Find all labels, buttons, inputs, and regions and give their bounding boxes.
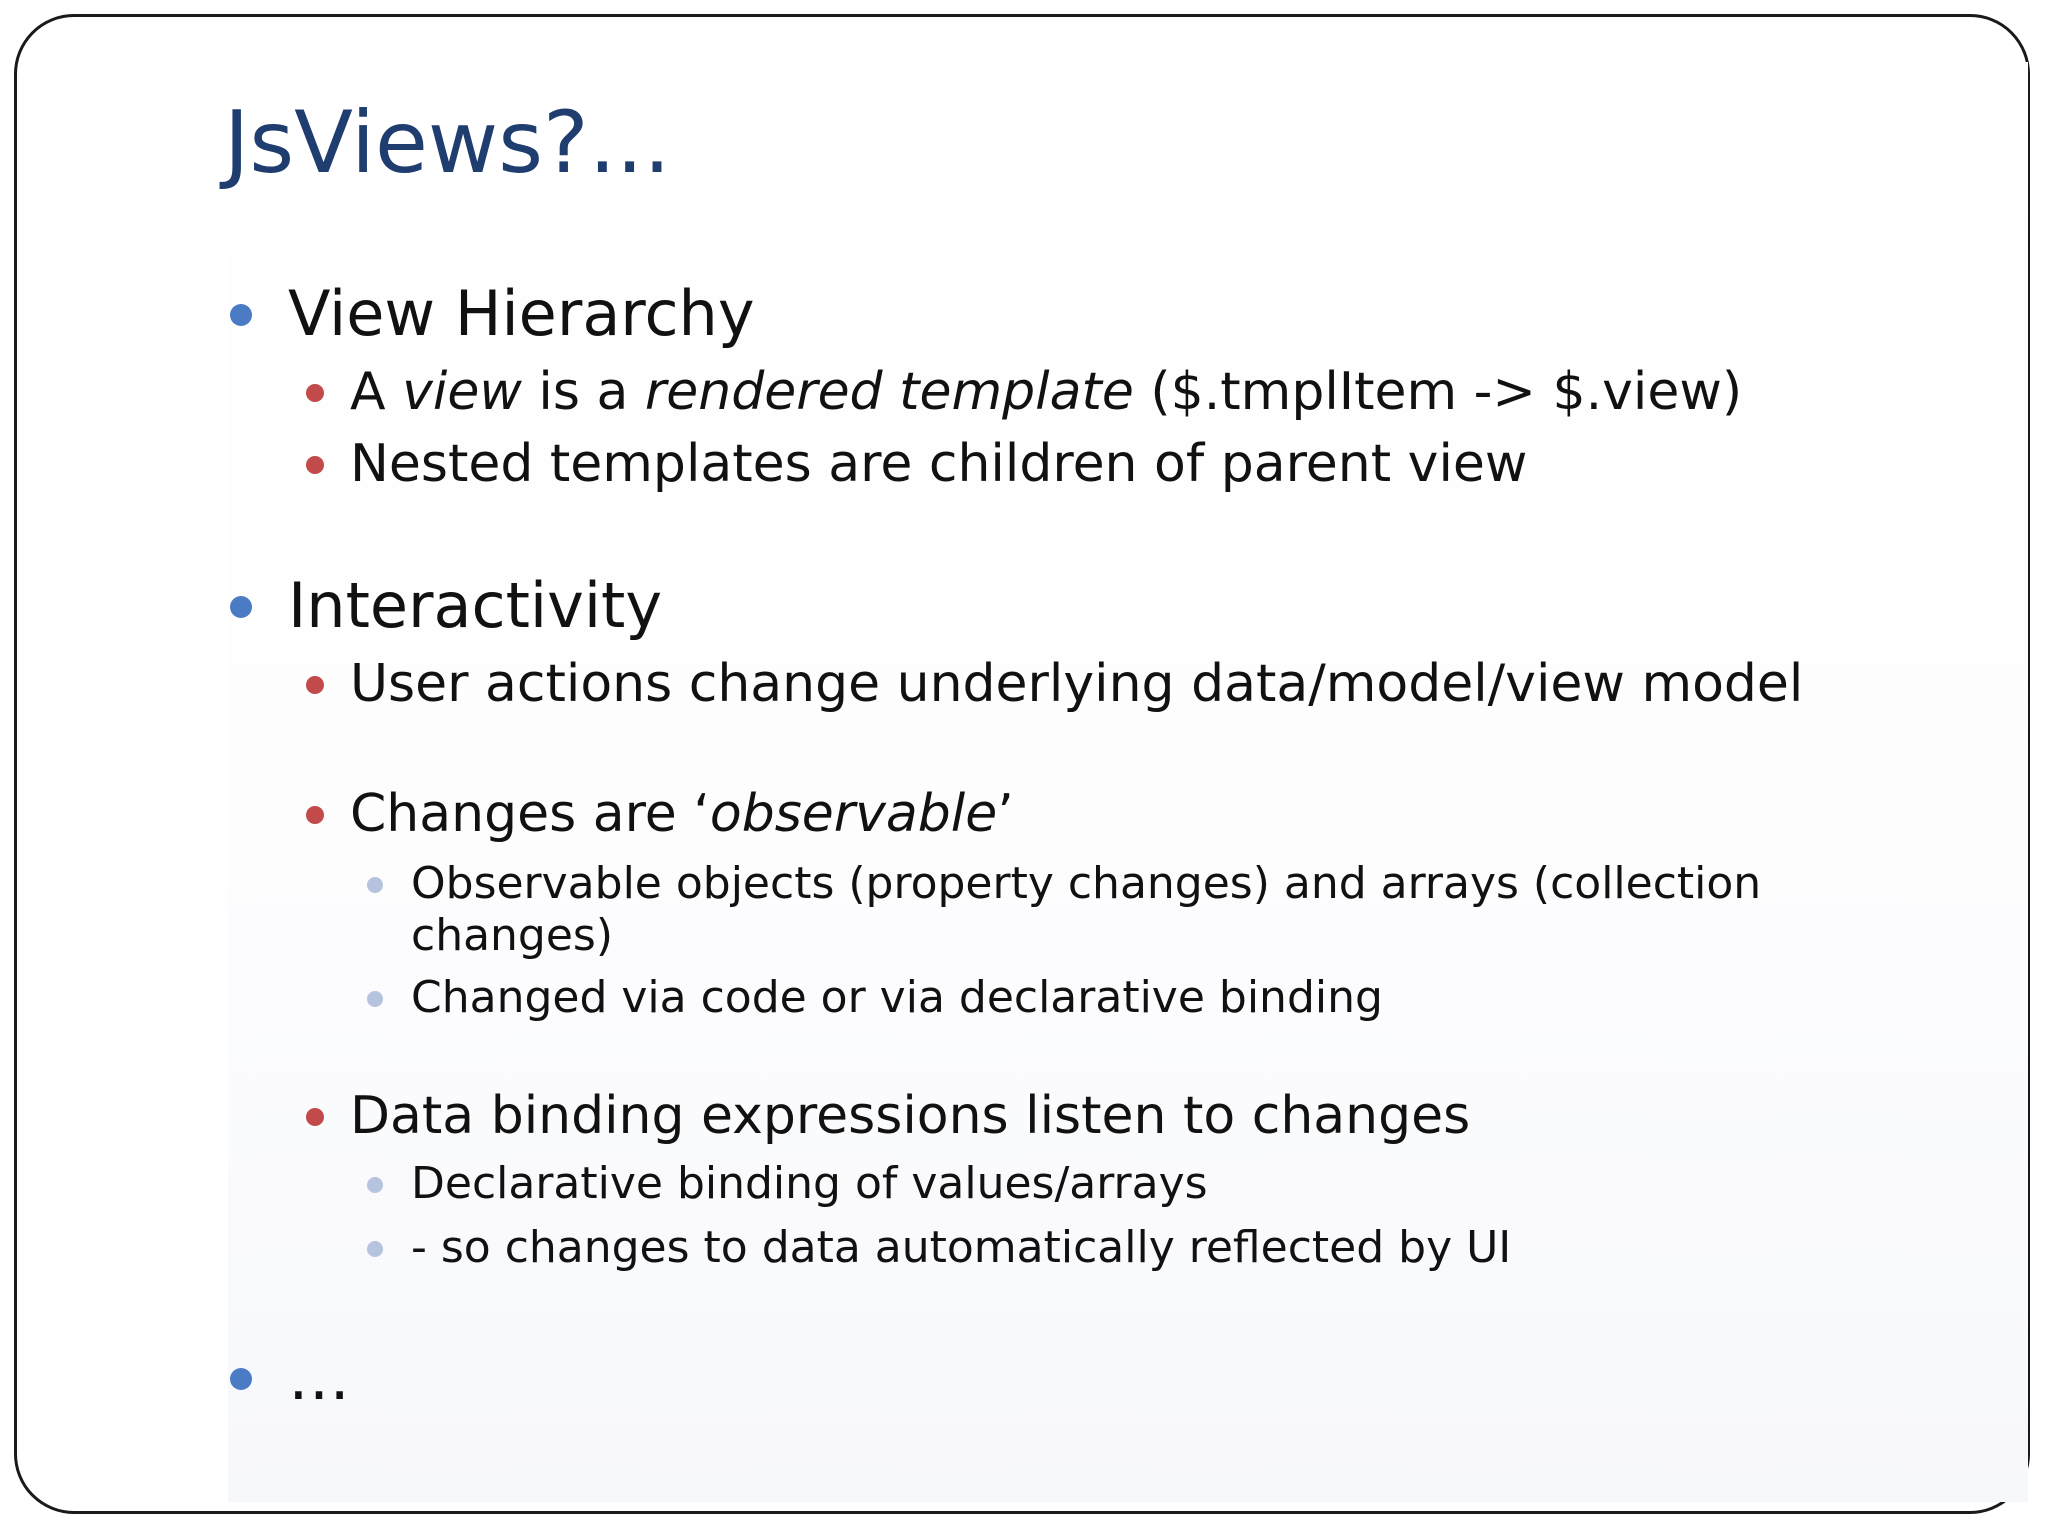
- bullet-text: User actions change underlying data/model/view model: [350, 654, 1804, 714]
- bullet-text: Observable objects (property changes) and arrays (collection: [411, 858, 1762, 909]
- bullet-user-actions: [350, 652, 1803, 716]
- bullet-view-rendered-template: [350, 360, 1742, 424]
- bullet-declarative-binding: [411, 1158, 1208, 1210]
- bullet-changes-reflected-by-ui: [411, 1222, 1511, 1274]
- bullet-dot-icon: [306, 806, 324, 824]
- bullet-observable-objects-continued: [411, 910, 613, 962]
- bullet-dot-icon: [367, 991, 383, 1007]
- bullet-dot-icon: [306, 384, 324, 402]
- bullet-dot-icon: [367, 877, 383, 893]
- bullet-text: Data binding expressions listen to changes: [350, 1086, 1471, 1146]
- bullet-text-part: Changes are ‘: [350, 784, 710, 844]
- bullet-dot-icon: [306, 1108, 324, 1126]
- bullet-ellipsis: [288, 1340, 350, 1416]
- bullet-text: Changed via code or via declarative binding: [411, 972, 1383, 1023]
- bullet-dot-icon: [367, 1241, 383, 1257]
- bullet-interactivity: [288, 568, 662, 644]
- bullet-text-emphasis: view: [402, 362, 522, 422]
- bullet-text: …: [288, 1341, 350, 1414]
- bullet-changes-observable: [350, 782, 1014, 846]
- bullet-text-part: A: [350, 362, 403, 422]
- bullet-dot-icon: [306, 676, 324, 694]
- bullet-text: changes): [411, 910, 614, 961]
- bullet-text-part: is a: [521, 362, 645, 422]
- bullet-dot-icon: [230, 596, 252, 618]
- bullet-dot-icon: [367, 1177, 383, 1193]
- bullet-nested-templates: [350, 432, 1527, 496]
- bullet-text-emphasis: observable: [709, 784, 998, 844]
- bullet-text: Declarative binding of values/arrays: [411, 1158, 1208, 1209]
- bullet-changed-via-code: [411, 972, 1383, 1024]
- bullet-data-binding-expressions: [350, 1084, 1470, 1148]
- bullet-text: Interactivity: [288, 569, 663, 642]
- bullet-observable-objects: [411, 858, 1761, 910]
- bullet-dot-icon: [230, 1368, 252, 1390]
- bullet-dot-icon: [230, 304, 252, 326]
- bullet-text-emphasis: rendered template: [644, 362, 1134, 422]
- slide-title: JsViews?...: [224, 93, 671, 193]
- bullet-text-part: ’: [997, 784, 1014, 844]
- bullet-dot-icon: [306, 456, 324, 474]
- bullet-text-part: ($.tmplItem -> $.view): [1133, 362, 1743, 422]
- bullet-text: - so changes to data automatically reflected by UI: [411, 1222, 1512, 1273]
- bullet-text: View Hierarchy: [288, 277, 755, 350]
- bullet-text: Nested templates are children of parent view: [350, 434, 1528, 494]
- bullet-view-hierarchy: [288, 276, 755, 352]
